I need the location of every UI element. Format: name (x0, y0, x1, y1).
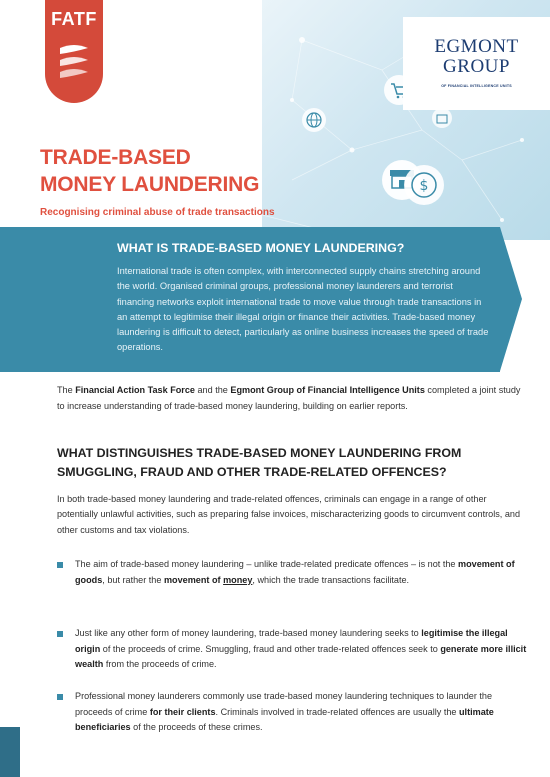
bullet-span: Professional money launderers commonly use trade-based money laundering techniques to launder the proceeds of crime (75, 691, 493, 717)
dollar-icon (404, 165, 444, 205)
globe-icon (302, 108, 326, 132)
bullet-span: , but rather the (102, 574, 164, 585)
section-heading: WHAT DISTINGUISHES TRADE-BASED MONEY LAUNDERING FROM SMUGGLING, FRAUD AND OTHER TRADE-RELATED OFFENCES? (57, 446, 462, 479)
egmont-group-logo (403, 17, 550, 110)
definition-banner (0, 227, 500, 372)
bullet-bold: for their clients (149, 706, 216, 717)
bullet-marker (57, 631, 63, 637)
bullet-item (57, 626, 527, 673)
egmont-logo-line1: EGMONT (434, 36, 519, 57)
title-line-2: MONEY LAUNDERING (40, 173, 260, 196)
intro-bold-egmont: Egmont Group of Financial Intelligence Units (230, 385, 425, 395)
bullet-span: of the proceeds of these crimes. (130, 722, 263, 733)
bullet-underlined: money (223, 574, 253, 585)
document-subtitle: Recognising criminal abuse of trade transactions (40, 207, 275, 218)
fatf-swoosh-icon (54, 40, 94, 85)
bullet-text (75, 626, 527, 673)
title-line-1: TRADE-BASED (40, 146, 191, 169)
shopping-bag-icon (432, 108, 452, 128)
banner-heading: WHAT IS TRADE-BASED MONEY LAUNDERING? (117, 241, 405, 255)
bullet-text (75, 557, 527, 588)
banner-body: International trade is often complex, with interconnected supply chains stretching around the world. Organised criminal groups, professional money launderers and terrorist financing networks exploit international trade to move value through trade transactions in an attempt to legitimise their illegal origin or finance their activities. Trade-based money laundering is difficult to detect, particularly as online business increases the speed of trade operations. (117, 266, 489, 353)
bullet-item (57, 557, 527, 588)
corner-decoration-bottom-left (0, 727, 20, 777)
bullet-marker (57, 562, 63, 568)
intro-paragraph (57, 383, 527, 414)
intro-text: The (57, 385, 76, 395)
bullet-bold-part: movement of (163, 574, 224, 585)
intro-bold-fatf: Financial Action Task Force (75, 385, 195, 395)
bullet-bold: movement of goods (75, 559, 515, 585)
bullet-bold: ultimate beneficiaries (75, 706, 494, 733)
intro-text: and the (194, 385, 231, 395)
section-paragraph: In both trade-based money laundering and trade-related offences, criminals can engage in a range of other potentially unlawful activities, such as preparing false invoices, mischaracterizing goods to circumvent controls, and other customs and tax violations. (57, 494, 520, 535)
bullet-span: Just like any other form of money laundering, trade-based money laundering seeks to (75, 628, 422, 638)
bullet-bold (164, 575, 252, 585)
egmont-logo-subtitle: OF FINANCIAL INTELLIGENCE UNITS (441, 84, 512, 88)
bullet-item (57, 689, 527, 736)
fatf-logo (45, 0, 103, 103)
intro-text: completed a joint study to increase understanding of trade-based money laundering, building on earlier reports. (57, 385, 521, 411)
bullet-span: . Criminals involved in trade-related offences are usually the (215, 706, 459, 717)
bullet-span: of the proceeds of crime. Smuggling, fraud and other trade-related offences seek to (100, 643, 441, 654)
egmont-logo-line2: GROUP (443, 56, 510, 77)
bullet-marker (57, 694, 63, 700)
fatf-logo-text: FATF (51, 9, 97, 29)
document-title (40, 144, 259, 198)
bullet-span: from the proceeds of crime. (103, 659, 217, 670)
bullet-span: , which the trade transactions facilitate. (252, 574, 410, 585)
bullet-text (75, 689, 527, 736)
bullet-bold: legitimise the illegal origin (75, 628, 508, 654)
bullet-bold: generate more illicit wealth (75, 643, 527, 670)
bullet-span: The aim of trade-based money laundering – unlike trade-related predicate offences – is not the (75, 559, 459, 569)
svg-text:$: $ (419, 178, 429, 194)
